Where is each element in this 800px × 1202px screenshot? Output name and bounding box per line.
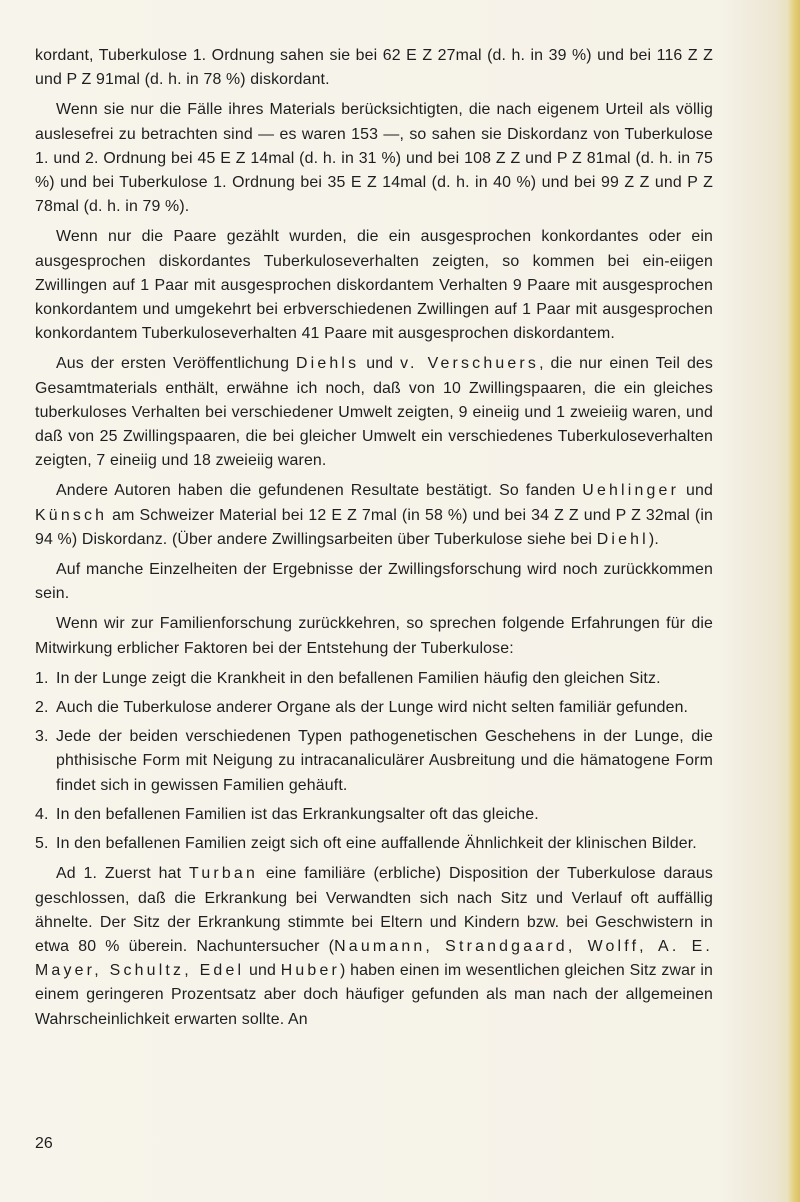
paragraph-8-text-a: Ad 1. Zuerst hat <box>56 865 190 883</box>
list-number: 4. <box>35 805 49 823</box>
paragraph-5-text-a: Andere Autoren haben die gefundenen Resultate bestätigt. So fanden <box>56 482 583 500</box>
paragraph-5-text-d: ). <box>648 530 659 548</box>
author-name: Diehl <box>596 530 649 548</box>
numbered-list <box>35 667 713 856</box>
paragraph-4-text-c: , die nur einen Teil des Gesamtmaterials enthält, erwähne ich noch, daß von 10 Zwillingspaaren, die ein gleiches tuberkuloses Verhalten bei verschiedener Umwelt zeigten, 9 eineiig und 1 zweieiig waren, und daß von 25 Zwillingspaaren, die bei gleicher Umwelt ein verschiedenes Tuberkuloseverhalten zeigten, 7 eineiig und 18 zweieiig waren. <box>35 355 714 470</box>
page-edge <box>788 0 800 1202</box>
author-names: Naumann, Strandgaard, Wolff, A. E. Mayer, Schultz, Edel <box>35 937 713 980</box>
list-item <box>35 803 713 827</box>
author-name: Uehlinger <box>582 482 680 500</box>
author-name: Huber <box>280 962 340 980</box>
paragraph-6: Auf manche Einzelheiten der Ergebnisse der Zwillingsforschung wird noch zurückkommen sein. <box>35 561 713 603</box>
paragraph-1: kordant, Tuberkulose 1. Ordnung sahen sie bei 62 E Z 27mal (d. h. in 39 %) und bei 116 Z Z und P Z 91mal (d. h. in 78 %) diskordant. <box>35 47 713 89</box>
paragraph-5 <box>35 479 713 552</box>
list-number: 3. <box>35 728 49 746</box>
paragraph-8-text-b: eine familiäre (erbliche) Disposition der Tuberkulose daraus geschlossen, daß die Erkrankung bei Verwandten sich nach Sitz und Verlauf oft auffällig ähnelte. Der Sitz der Erkrankung stimmte bei Eltern und Kindern bzw. bei Geschwistern in etwa 80 % überein. Nachuntersucher ( <box>35 865 713 955</box>
body-text <box>35 44 713 1038</box>
paragraph-5-text-b: und <box>679 482 714 500</box>
paragraph-2: Wenn sie nur die Fälle ihres Materials berücksichtigten, die nach eigenem Urteil als völlig auslesefrei zu betrachten sind — es waren 153 —, so sahen sie Diskordanz von Tuberkulose 1. und 2. Ordnung bei 45 E Z 14mal (d. h. in 31 %) und bei 108 Z Z und P Z 81mal (d. h. in 75 %) und bei Tuberkulose 1. Ordnung bei 35 E Z 14mal (d. h. in 40 %) und bei 99 Z Z und P Z 78mal (d. h. in 79 %). <box>35 101 713 216</box>
author-name: v. Verschuers <box>400 355 540 373</box>
list-text: In den befallenen Familien ist das Erkrankungsalter oft das gleiche. <box>56 805 539 823</box>
paragraph-4-text-b: und <box>359 355 401 373</box>
list-item <box>35 832 713 856</box>
list-number: 1. <box>35 669 49 687</box>
author-name: Turban <box>189 865 258 883</box>
author-name: Diehls <box>295 355 360 373</box>
list-item <box>35 725 713 798</box>
list-text: Auch die Tuberkulose anderer Organe als der Lunge wird nicht selten familiär gefunden. <box>56 699 689 717</box>
list-item <box>35 696 713 720</box>
list-number: 2. <box>35 699 49 717</box>
paragraph-3: Wenn nur die Paare gezählt wurden, die ein ausgesprochen konkordantes oder ein ausgesprochen diskordantes Tuberkuloseverhalten zeigten, so kommen bei ein-eiigen Zwillingen auf 1 Paar mit ausgesprochen diskordantem Verhalten 9 Paare mit ausgesprochen konkordantem und umgekehrt bei erbverschiedenen Zwillingen auf 1 Paar mit ausgesprochen konkordantem Tuberkuloseverhalten 41 Paare mit ausgesprochen diskordantem. <box>35 228 713 343</box>
paragraph-8 <box>35 862 713 1031</box>
paragraph-4-text-a: Aus der ersten Veröffentlichung <box>56 355 296 373</box>
paragraph-7: Wenn wir zur Familienforschung zurückkehren, so sprechen folgende Erfahrungen für die Mitwirkung erblicher Faktoren bei der Entstehung der Tuberkulose: <box>35 615 713 657</box>
author-name: Künsch <box>35 506 108 524</box>
paragraph-8-text-c: und <box>244 962 281 980</box>
page-number: 26 <box>35 1135 53 1152</box>
paragraph-8-text-d: ) haben einen im wesentlichen gleichen Sitz zwar in einem geringeren Prozentsatz aber doch häufiger gefunden als man nach der allgemeinen Wahrscheinlichkeit erwarten sollte. An <box>35 962 713 1028</box>
list-text: In den befallenen Familien zeigt sich oft eine auffallende Ähnlichkeit der klinischen Bilder. <box>56 835 697 853</box>
list-number: 5. <box>35 835 49 853</box>
list-text: Jede der beiden verschiedenen Typen pathogenetischen Geschehens in der Lunge, die phthisische Form mit Neigung zu intracanaliculärer Ausbreitung und die hämatogene Form findet sich in gewissen Familien gehäuft. <box>56 728 713 794</box>
list-text: In der Lunge zeigt die Krankheit in den befallenen Familien häufig den gleichen Sitz. <box>56 669 661 687</box>
list-item <box>35 667 713 691</box>
paragraph-5-text-c: am Schweizer Material bei 12 E Z 7mal (in 58 %) und bei 34 Z Z und P Z 32mal (in 94 %) Diskordanz. (Über andere Zwillingsarbeiten über Tuberkulose siehe bei <box>35 506 713 548</box>
paragraph-4 <box>35 352 713 473</box>
